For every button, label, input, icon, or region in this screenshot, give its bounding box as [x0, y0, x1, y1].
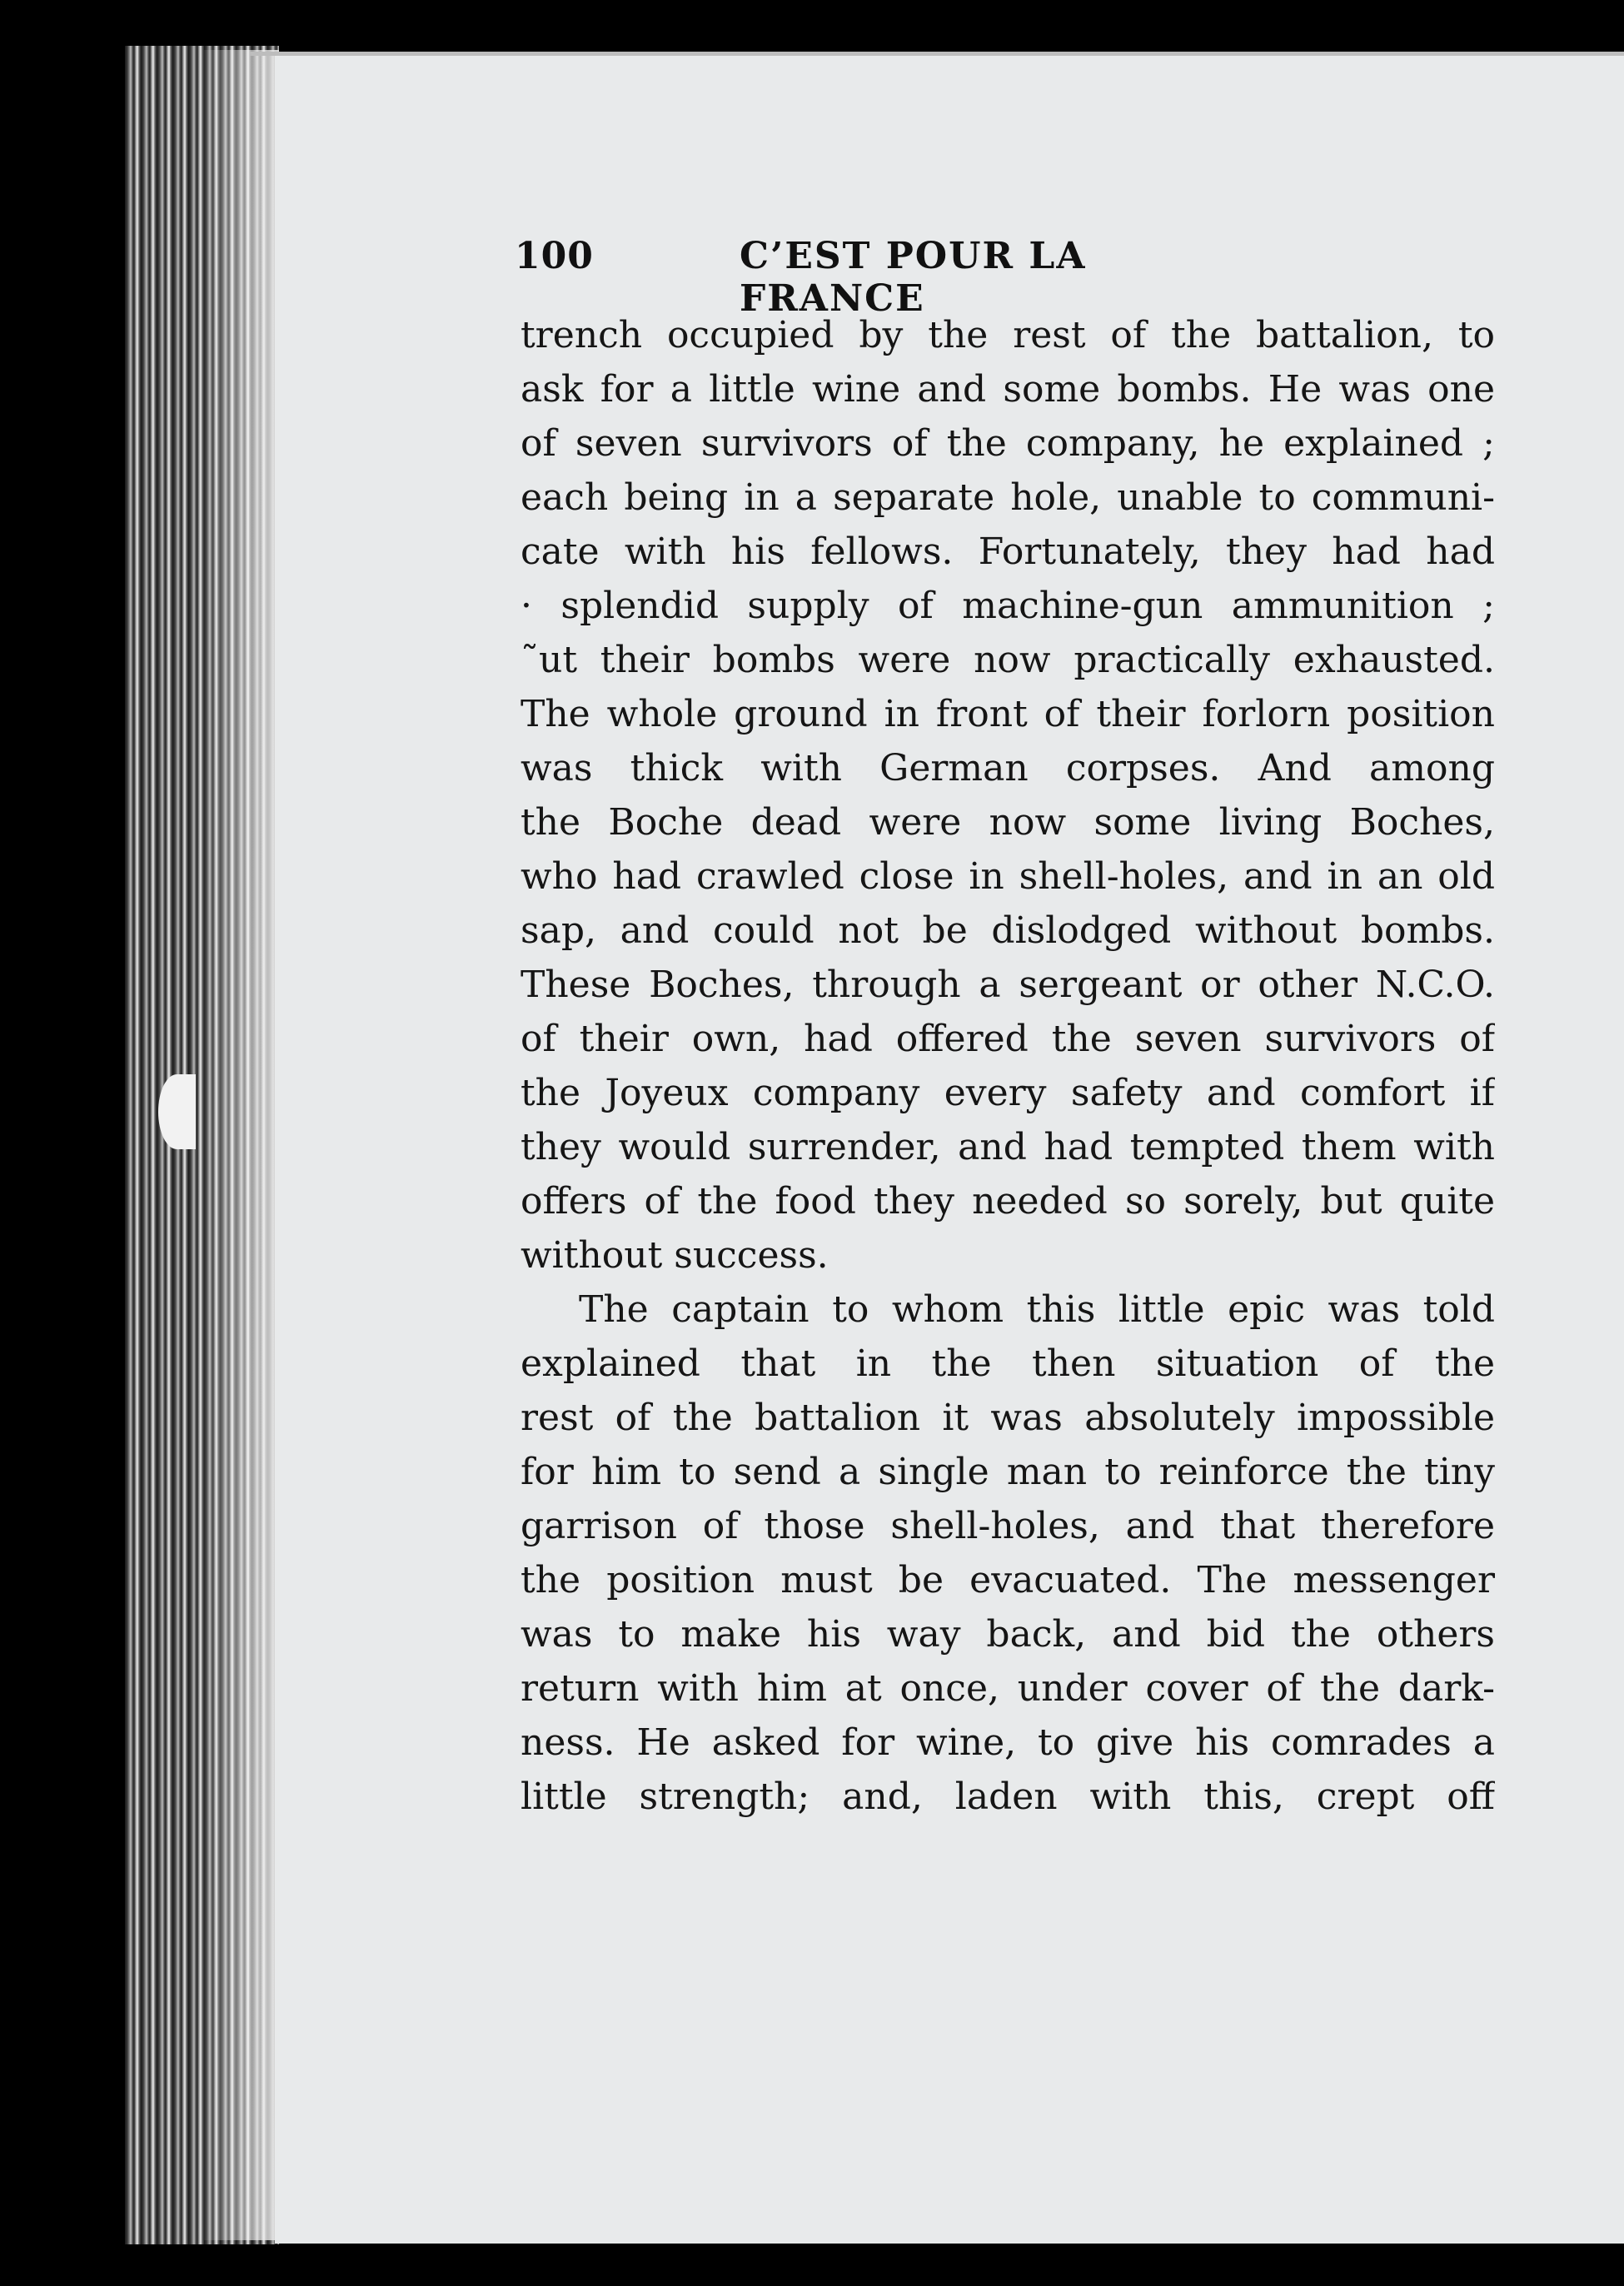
text-line: was to make his way back, and bid the others: [521, 1613, 1495, 1656]
text-line: rest of the battalion it was absolutely impossible: [521, 1397, 1495, 1439]
page-top-edge: [250, 52, 1624, 56]
text-line: garrison of those shell-holes, and that therefore: [521, 1505, 1495, 1547]
text-line: the Joyeux company every safety and comfort if: [521, 1072, 1495, 1114]
text-line: of their own, had offered the seven survivors of: [521, 1018, 1495, 1060]
text-line: the Boche dead were now some living Boches,: [521, 801, 1495, 844]
text-line: without success.: [521, 1234, 829, 1277]
text-line: explained that in the then situation of the: [521, 1342, 1495, 1385]
text-line: ˜ut their bombs were now practically exhausted.: [521, 639, 1495, 681]
text-line: The whole ground in front of their forlorn position: [521, 693, 1495, 735]
text-line: they would surrender, and had tempted them with: [521, 1126, 1495, 1168]
text-line: the position must be evacuated. The messenger: [521, 1559, 1495, 1601]
text-line: for him to send a single man to reinforce the tiny: [521, 1451, 1495, 1493]
page-number: 100: [515, 235, 594, 277]
text-line: little strength; and, laden with this, crept off: [521, 1776, 1495, 1818]
text-line: trench occupied by the rest of the battalion, to: [521, 314, 1495, 356]
page-edge-notch: [158, 1074, 196, 1149]
running-title: C’EST POUR LA FRANCE: [740, 235, 1087, 320]
body-text: [521, 308, 1495, 1824]
text-line: return with him at once, under cover of the dark-: [521, 1667, 1495, 1710]
text-line: was thick with German corpses. And among: [521, 747, 1495, 789]
text-line: · splendid supply of machine-gun ammunition ;: [521, 585, 1495, 627]
text-line: of seven survivors of the company, he explained ;: [521, 422, 1495, 465]
book-edge-highlight: [204, 50, 279, 2240]
text-line: offers of the food they needed so sorely, but quite: [521, 1180, 1495, 1223]
text-line: sap, and could not be dislodged without bombs.: [521, 909, 1495, 952]
running-head: [515, 235, 1264, 320]
text-line: ask for a little wine and some bombs. He was one: [521, 368, 1495, 411]
text-line: who had crawled close in shell-holes, and in an old: [521, 855, 1495, 898]
text-line: These Boches, through a sergeant or other N.C.O.: [521, 964, 1495, 1006]
text-line: each being in a separate hole, unable to communi-: [521, 476, 1495, 519]
text-line: cate with his fellows. Fortunately, they had had: [521, 530, 1495, 573]
text-line: ness. He asked for wine, to give his comrades a: [521, 1721, 1495, 1764]
text-line: The captain to whom this little epic was told: [579, 1288, 1495, 1331]
